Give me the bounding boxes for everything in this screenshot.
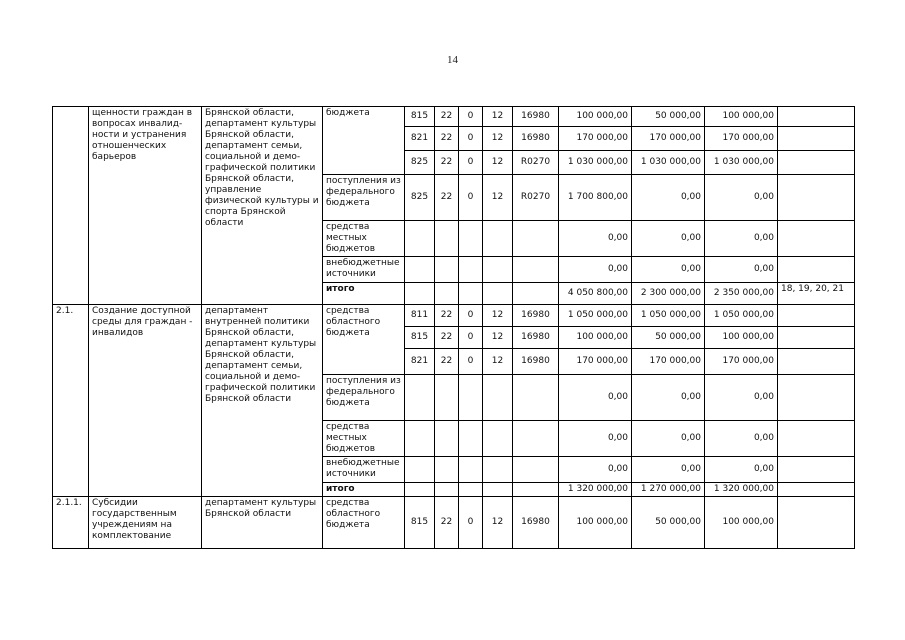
funding-source: внебюджетные источники	[323, 257, 405, 283]
responsible-executor: департамент внутренней политики Брянской области, департамент культуры Брянской области, департамент семьи, социальной и демо-графической политики Брянской области	[202, 305, 323, 497]
pr-code: 0	[459, 349, 483, 375]
amount-year-3: 100 000,00	[705, 327, 778, 349]
amount-year-2: 0,00	[632, 421, 705, 457]
pr-code: 0	[459, 151, 483, 175]
indicator-refs	[778, 421, 855, 457]
gr-code	[405, 375, 435, 421]
csr-code: 16980	[513, 127, 559, 151]
indicator-refs	[778, 257, 855, 283]
amount-year-1: 1 030 000,00	[559, 151, 632, 175]
measure-name: Создание доступной среды для граждан - инвалидов	[89, 305, 202, 497]
amount-year-3: 1 320 000,00	[705, 483, 778, 497]
gr-code	[405, 221, 435, 257]
rz-code	[435, 283, 459, 305]
pr-code: 0	[459, 107, 483, 127]
indicator-refs	[778, 127, 855, 151]
rz-code: 22	[435, 349, 459, 375]
prog-code: 12	[483, 349, 513, 375]
prog-code: 12	[483, 175, 513, 221]
prog-code: 12	[483, 327, 513, 349]
csr-code: R0270	[513, 175, 559, 221]
funding-source: бюджета	[323, 107, 405, 175]
prog-code: 12	[483, 305, 513, 327]
responsible-executor: департамент культуры Брянской области	[202, 497, 323, 549]
gr-code: 821	[405, 349, 435, 375]
amount-year-2: 0,00	[632, 221, 705, 257]
amount-year-2: 0,00	[632, 375, 705, 421]
csr-code	[513, 375, 559, 421]
rz-code: 22	[435, 497, 459, 549]
rz-code: 22	[435, 107, 459, 127]
funding-source: поступления из федерального бюджета	[323, 175, 405, 221]
csr-code: 16980	[513, 305, 559, 327]
amount-year-1: 1 320 000,00	[559, 483, 632, 497]
csr-code	[513, 221, 559, 257]
amount-year-3: 170 000,00	[705, 349, 778, 375]
item-number: 2.1.	[53, 305, 89, 497]
amount-year-1: 0,00	[559, 421, 632, 457]
indicator-refs	[778, 107, 855, 127]
indicator-refs	[778, 175, 855, 221]
amount-year-2: 0,00	[632, 457, 705, 483]
amount-year-3: 1 050 000,00	[705, 305, 778, 327]
amount-year-1: 170 000,00	[559, 127, 632, 151]
funding-source: внебюджетные источники	[323, 457, 405, 483]
funding-source: итого	[323, 283, 405, 305]
prog-code	[483, 283, 513, 305]
prog-code: 12	[483, 497, 513, 549]
rz-code	[435, 221, 459, 257]
rz-code	[435, 257, 459, 283]
gr-code: 815	[405, 107, 435, 127]
prog-code	[483, 421, 513, 457]
pr-code: 0	[459, 175, 483, 221]
rz-code: 22	[435, 127, 459, 151]
prog-code: 12	[483, 151, 513, 175]
table-row	[53, 497, 855, 549]
csr-code: 16980	[513, 497, 559, 549]
pr-code: 0	[459, 497, 483, 549]
funding-source: средства местных бюджетов	[323, 221, 405, 257]
amount-year-2: 1 030 000,00	[632, 151, 705, 175]
rz-code	[435, 375, 459, 421]
amount-year-1: 170 000,00	[559, 349, 632, 375]
indicator-refs	[778, 483, 855, 497]
gr-code	[405, 283, 435, 305]
indicator-refs	[778, 497, 855, 549]
pr-code	[459, 421, 483, 457]
indicator-refs	[778, 327, 855, 349]
gr-code: 815	[405, 327, 435, 349]
rz-code	[435, 457, 459, 483]
amount-year-2: 0,00	[632, 175, 705, 221]
amount-year-2: 1 270 000,00	[632, 483, 705, 497]
amount-year-3: 0,00	[705, 375, 778, 421]
budget-table	[52, 106, 855, 549]
amount-year-1: 0,00	[559, 457, 632, 483]
gr-code	[405, 457, 435, 483]
csr-code	[513, 483, 559, 497]
rz-code	[435, 483, 459, 497]
pr-code	[459, 483, 483, 497]
gr-code	[405, 421, 435, 457]
measure-name: Субсидии государственным учреждениям на комплектование	[89, 497, 202, 549]
amount-year-3: 0,00	[705, 175, 778, 221]
gr-code: 815	[405, 497, 435, 549]
indicator-refs	[778, 349, 855, 375]
funding-source: средства местных бюджетов	[323, 421, 405, 457]
indicator-refs	[778, 375, 855, 421]
amount-year-2: 50 000,00	[632, 497, 705, 549]
rz-code	[435, 421, 459, 457]
amount-year-2: 170 000,00	[632, 127, 705, 151]
amount-year-2: 50 000,00	[632, 327, 705, 349]
amount-year-3: 170 000,00	[705, 127, 778, 151]
amount-year-3: 100 000,00	[705, 107, 778, 127]
pr-code	[459, 257, 483, 283]
gr-code: 825	[405, 151, 435, 175]
amount-year-2: 1 050 000,00	[632, 305, 705, 327]
amount-year-1: 0,00	[559, 257, 632, 283]
amount-year-3: 100 000,00	[705, 497, 778, 549]
prog-code	[483, 375, 513, 421]
gr-code: 811	[405, 305, 435, 327]
prog-code	[483, 257, 513, 283]
funding-source: поступления из федерального бюджета	[323, 375, 405, 421]
amount-year-1: 100 000,00	[559, 107, 632, 127]
prog-code	[483, 457, 513, 483]
amount-year-3: 2 350 000,00	[705, 283, 778, 305]
pr-code	[459, 283, 483, 305]
funding-source: итого	[323, 483, 405, 497]
amount-year-1: 4 050 800,00	[559, 283, 632, 305]
rz-code: 22	[435, 327, 459, 349]
amount-year-1: 1 050 000,00	[559, 305, 632, 327]
rz-code: 22	[435, 175, 459, 221]
page-number: 14	[447, 54, 458, 66]
amount-year-1: 100 000,00	[559, 497, 632, 549]
csr-code	[513, 421, 559, 457]
rz-code: 22	[435, 151, 459, 175]
amount-year-2: 0,00	[632, 257, 705, 283]
amount-year-1: 100 000,00	[559, 327, 632, 349]
amount-year-2: 170 000,00	[632, 349, 705, 375]
amount-year-1: 1 700 800,00	[559, 175, 632, 221]
amount-year-3: 0,00	[705, 421, 778, 457]
prog-code: 12	[483, 127, 513, 151]
csr-code	[513, 257, 559, 283]
pr-code: 0	[459, 305, 483, 327]
amount-year-1: 0,00	[559, 375, 632, 421]
amount-year-3: 0,00	[705, 221, 778, 257]
item-number	[53, 107, 89, 305]
indicator-refs	[778, 151, 855, 175]
amount-year-3: 1 030 000,00	[705, 151, 778, 175]
indicator-refs	[778, 305, 855, 327]
indicator-refs: 18, 19, 20, 21	[778, 283, 855, 305]
table-row	[53, 305, 855, 327]
amount-year-3: 0,00	[705, 257, 778, 283]
amount-year-2: 2 300 000,00	[632, 283, 705, 305]
prog-code	[483, 221, 513, 257]
amount-year-1: 0,00	[559, 221, 632, 257]
gr-code: 821	[405, 127, 435, 151]
prog-code: 12	[483, 107, 513, 127]
gr-code	[405, 483, 435, 497]
gr-code: 825	[405, 175, 435, 221]
csr-code	[513, 457, 559, 483]
pr-code	[459, 375, 483, 421]
csr-code: 16980	[513, 327, 559, 349]
item-number: 2.1.1.	[53, 497, 89, 549]
prog-code	[483, 483, 513, 497]
csr-code: 16980	[513, 107, 559, 127]
pr-code: 0	[459, 127, 483, 151]
pr-code	[459, 221, 483, 257]
measure-name: щенности граждан в вопросах инвалид-ности и устранения отношенческих барьеров	[89, 107, 202, 305]
csr-code: R0270	[513, 151, 559, 175]
gr-code	[405, 257, 435, 283]
indicator-refs	[778, 221, 855, 257]
funding-source: средства областного бюджета	[323, 497, 405, 549]
pr-code: 0	[459, 327, 483, 349]
table-row	[53, 107, 855, 127]
funding-source: средства областного бюджета	[323, 305, 405, 375]
indicator-refs	[778, 457, 855, 483]
amount-year-3: 0,00	[705, 457, 778, 483]
csr-code: 16980	[513, 349, 559, 375]
amount-year-2: 50 000,00	[632, 107, 705, 127]
rz-code: 22	[435, 305, 459, 327]
pr-code	[459, 457, 483, 483]
csr-code	[513, 283, 559, 305]
responsible-executor: Брянской области, департамент культуры Брянской области, департамент семьи, социальной и демо-графической политики Брянской области, управление физической культуры и спорта Брянской области	[202, 107, 323, 305]
